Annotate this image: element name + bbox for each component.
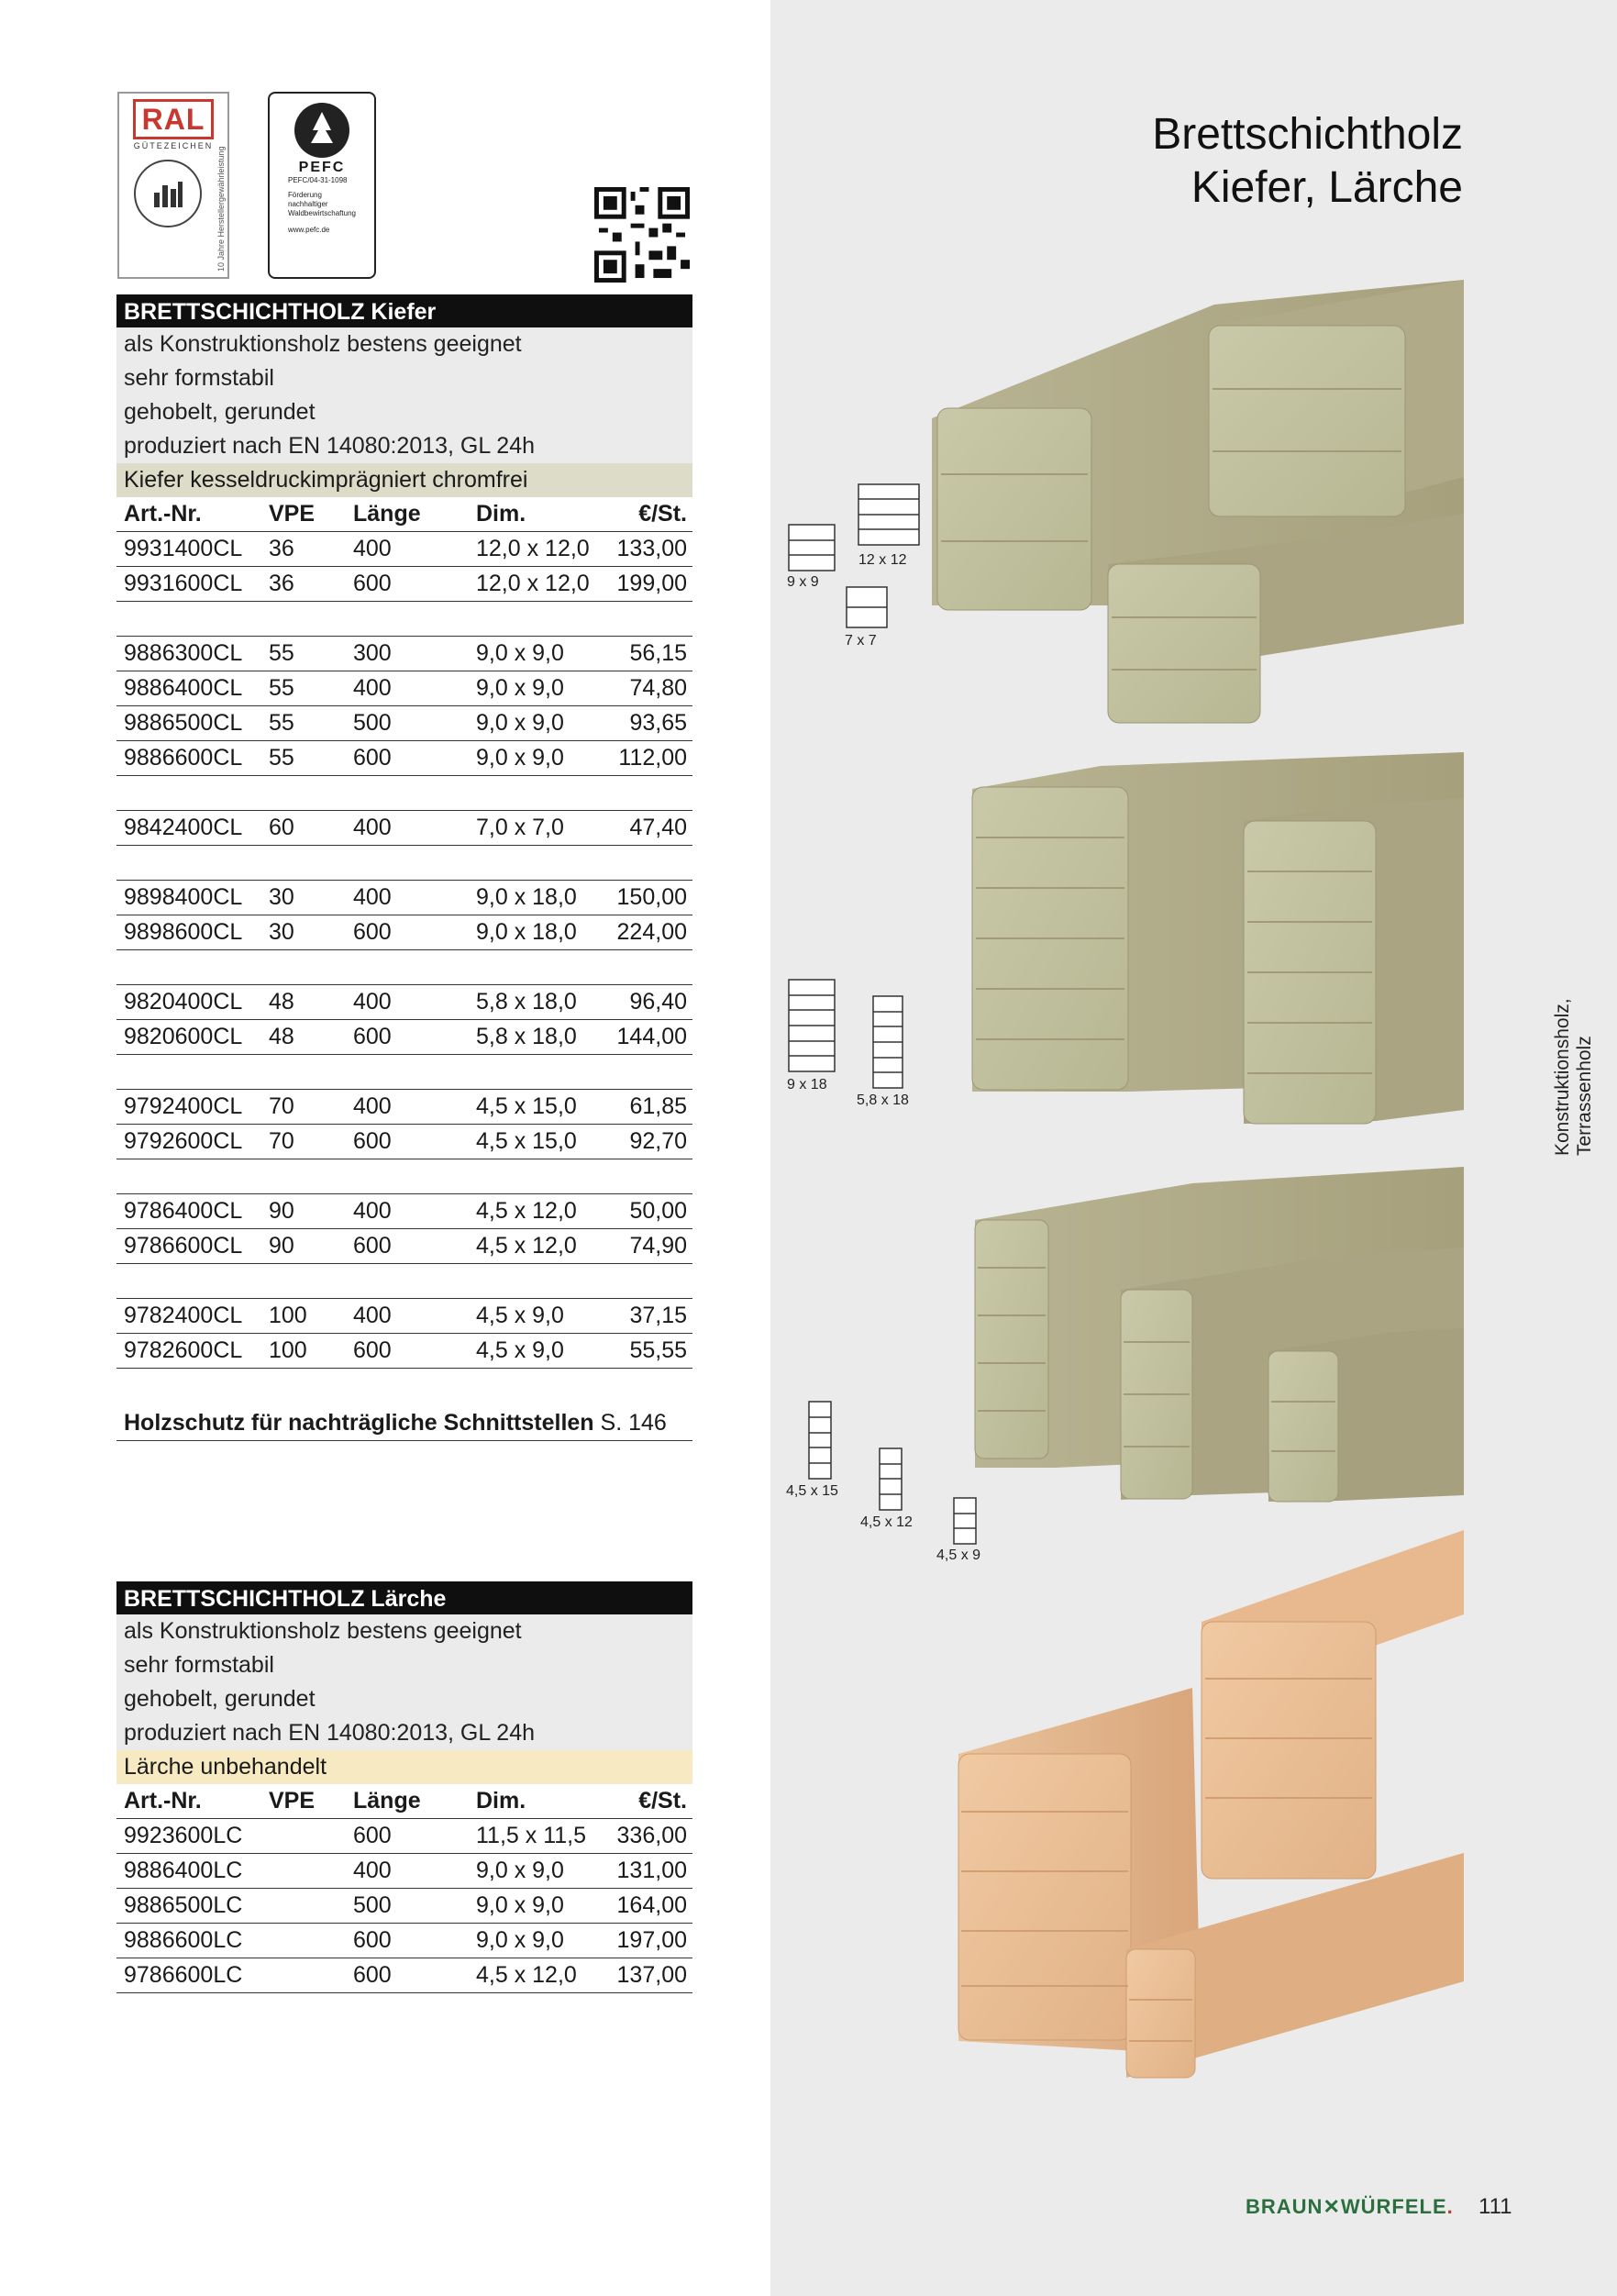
cell-art-nr: 9782400CL [124, 1303, 243, 1328]
pefc-url: www.pefc.de [288, 226, 330, 234]
section-side-label [1552, 954, 1596, 1156]
cell-dim: 9,0 x 18,0 [476, 919, 577, 945]
cell-laenge: 400 [353, 675, 392, 701]
cell-vpe: 36 [269, 536, 294, 561]
section-7x7-icon [847, 587, 887, 627]
cell-vpe: 70 [269, 1093, 294, 1119]
section-9x18-icon [789, 980, 835, 1071]
ral-side-text: 10 Jahre Herstellergewährleistung [216, 146, 226, 272]
section-45x12-icon [880, 1448, 902, 1510]
ral-name: RAL [133, 99, 214, 139]
brand-x-icon: ✕ [1323, 2195, 1341, 2218]
cell-price: 56,15 [629, 640, 687, 666]
cell-art-nr: 9842400CL [124, 815, 243, 840]
dim-label-45x12: 4,5 x 12 [860, 1514, 913, 1530]
cell-price: 144,00 [616, 1024, 687, 1049]
cell-art-nr: 9786600CL [124, 1233, 243, 1259]
beam-group-4-image [958, 1530, 1464, 2078]
col-vpe: VPE [269, 1788, 316, 1814]
cell-price: 150,00 [616, 884, 687, 910]
cell-vpe: 36 [269, 571, 294, 596]
dim-label-12x12: 12 x 12 [858, 552, 907, 568]
cell-dim: 4,5 x 15,0 [476, 1093, 577, 1119]
dim-label-45x9: 4,5 x 9 [936, 1547, 981, 1563]
cell-dim: 9,0 x 18,0 [476, 884, 577, 910]
cell-price: 164,00 [616, 1892, 687, 1918]
cell-vpe: 90 [269, 1233, 294, 1259]
kiefer-desc-2: sehr formstabil [116, 361, 692, 395]
dim-label-9x9: 9 x 9 [787, 574, 819, 590]
cell-laenge: 600 [353, 745, 392, 771]
cell-vpe: 30 [269, 919, 294, 945]
cell-laenge: 400 [353, 536, 392, 561]
pefc-text1: Förderung [288, 191, 322, 199]
cell-laenge: 600 [353, 1233, 392, 1259]
kiefer-desc-3: gehobelt, gerundet [116, 395, 692, 429]
cell-laenge: 600 [353, 1927, 392, 1953]
cell-vpe: 60 [269, 815, 294, 840]
kiefer-header: BRETTSCHICHTHOLZ Kiefer [116, 294, 692, 327]
laerche-desc-2: sehr formstabil [116, 1648, 692, 1682]
cell-art-nr: 9886400LC [124, 1858, 243, 1883]
col-price: €/St. [638, 501, 687, 527]
col-laenge: Länge [353, 1788, 421, 1814]
cell-dim: 12,0 x 12,0 [476, 536, 590, 561]
cell-art-nr: 9820600CL [124, 1024, 243, 1049]
cell-vpe: 48 [269, 1024, 294, 1049]
cell-art-nr: 9898600CL [124, 919, 243, 945]
cell-laenge: 600 [353, 1024, 392, 1049]
section-12x12-icon [858, 484, 919, 545]
cell-price: 61,85 [629, 1093, 687, 1119]
cell-laenge: 600 [353, 1962, 392, 1988]
cell-laenge: 400 [353, 884, 392, 910]
cell-price: 93,65 [629, 710, 687, 736]
title-line2: Kiefer, Lärche [1191, 163, 1463, 212]
cell-dim: 11,5 x 11,5 [476, 1823, 586, 1848]
cell-laenge: 400 [353, 1858, 392, 1883]
cell-dim: 4,5 x 9,0 [476, 1337, 564, 1363]
cell-art-nr: 9898400CL [124, 884, 243, 910]
cell-laenge: 400 [353, 815, 392, 840]
beam-group-3-image [975, 1167, 1464, 1502]
kiefer-desc-1: als Konstruktionsholz bestens geeignet [116, 327, 692, 361]
col-art: Art.-Nr. [124, 1788, 202, 1814]
dim-label-7x7: 7 x 7 [845, 633, 877, 649]
cell-art-nr: 9886300CL [124, 640, 243, 666]
cell-vpe: 70 [269, 1128, 294, 1154]
beam-group-1-image [932, 280, 1464, 723]
cell-art-nr: 9792400CL [124, 1093, 243, 1119]
cell-dim: 9,0 x 9,0 [476, 745, 564, 771]
brand-logo [1246, 2195, 1454, 2219]
cell-dim: 5,8 x 18,0 [476, 1024, 577, 1049]
cell-price: 133,00 [616, 536, 687, 561]
cell-laenge: 400 [353, 1093, 392, 1119]
cell-art-nr: 9886400CL [124, 675, 243, 701]
section-9x9-icon [789, 525, 835, 571]
cell-dim: 4,5 x 12,0 [476, 1962, 577, 1988]
beam-group-2-image [972, 752, 1464, 1124]
cell-dim: 4,5 x 12,0 [476, 1198, 577, 1224]
laerche-tag: Lärche unbehandelt [116, 1750, 692, 1784]
cell-art-nr: 9923600LC [124, 1823, 243, 1848]
cell-price: 74,90 [629, 1233, 687, 1259]
cell-price: 50,00 [629, 1198, 687, 1224]
cell-vpe: 55 [269, 710, 294, 736]
kiefer-desc-4: produziert nach EN 14080:2013, GL 24h [116, 429, 692, 463]
cell-dim: 9,0 x 9,0 [476, 675, 564, 701]
cell-art-nr: 9886600LC [124, 1927, 243, 1953]
cell-price: 224,00 [616, 919, 687, 945]
cell-laenge: 600 [353, 919, 392, 945]
cell-dim: 4,5 x 12,0 [476, 1233, 577, 1259]
cell-laenge: 300 [353, 640, 392, 666]
laerche-desc-4: produziert nach EN 14080:2013, GL 24h [116, 1716, 692, 1750]
laerche-desc-3: gehobelt, gerundet [116, 1682, 692, 1716]
cell-art-nr: 9782600CL [124, 1337, 243, 1363]
cell-dim: 4,5 x 9,0 [476, 1303, 564, 1328]
cell-laenge: 500 [353, 710, 392, 736]
cell-laenge: 500 [353, 1892, 392, 1918]
pefc-text3: Waldbewirtschaftung [288, 209, 356, 217]
cell-art-nr: 9886500CL [124, 710, 243, 736]
cell-price: 92,70 [629, 1128, 687, 1154]
cell-vpe: 100 [269, 1303, 307, 1328]
pefc-text2: nachhaltiger [288, 200, 328, 208]
cell-vpe: 90 [269, 1198, 294, 1224]
cell-dim: 9,0 x 9,0 [476, 1858, 564, 1883]
pefc-name: PEFC [298, 160, 346, 175]
col-price: €/St. [638, 1788, 687, 1814]
kiefer-tag: Kiefer kesseldruckimprägniert chromfrei [116, 463, 692, 497]
cell-art-nr: 9786400CL [124, 1198, 243, 1224]
cell-price: 37,15 [629, 1303, 687, 1328]
cell-dim: 7,0 x 7,0 [476, 815, 564, 840]
col-vpe: VPE [269, 501, 316, 527]
cell-price: 74,80 [629, 675, 687, 701]
col-art: Art.-Nr. [124, 501, 202, 527]
note-ref: S. 146 [600, 1410, 667, 1436]
cell-art-nr: 9886500LC [124, 1892, 243, 1918]
dim-label-9x18: 9 x 18 [787, 1077, 827, 1093]
cell-vpe: 55 [269, 640, 294, 666]
dim-label-58x18: 5,8 x 18 [857, 1093, 909, 1108]
cell-dim: 12,0 x 12,0 [476, 571, 590, 596]
cell-vpe: 30 [269, 884, 294, 910]
cell-dim: 5,8 x 18,0 [476, 989, 577, 1015]
section-45x9-icon [954, 1498, 976, 1544]
side-label-line1: Konstruktionsholz, [1552, 998, 1573, 1156]
cell-price: 55,55 [629, 1337, 687, 1363]
cell-vpe: 48 [269, 989, 294, 1015]
cell-art-nr: 9931600CL [124, 571, 243, 596]
col-dim: Dim. [476, 1788, 526, 1814]
col-dim: Dim. [476, 501, 526, 527]
pefc-code: PEFC/04-31-1098 [288, 176, 348, 184]
brand-part2: WÜRFELE [1340, 2195, 1447, 2218]
cell-price: 47,40 [629, 815, 687, 840]
cell-dim: 9,0 x 9,0 [476, 710, 564, 736]
cell-dim: 9,0 x 9,0 [476, 640, 564, 666]
cell-price: 96,40 [629, 989, 687, 1015]
cell-laenge: 400 [353, 1198, 392, 1224]
cell-laenge: 600 [353, 1337, 392, 1363]
brand-dot-icon: . [1446, 2195, 1454, 2218]
section-45x15-icon [809, 1402, 831, 1479]
title-line1: Brettschichtholz [1152, 110, 1463, 159]
cell-laenge: 600 [353, 571, 392, 596]
cell-price: 199,00 [616, 571, 687, 596]
cell-vpe: 55 [269, 675, 294, 701]
cell-laenge: 600 [353, 1823, 392, 1848]
cell-vpe: 100 [269, 1337, 307, 1363]
dim-label-45x15: 4,5 x 15 [786, 1483, 838, 1499]
cell-dim: 4,5 x 15,0 [476, 1128, 577, 1154]
cell-dim: 9,0 x 9,0 [476, 1892, 564, 1918]
cell-art-nr: 9820400CL [124, 989, 243, 1015]
col-laenge: Länge [353, 501, 421, 527]
cell-price: 137,00 [616, 1962, 687, 1988]
cell-price: 336,00 [616, 1823, 687, 1848]
cell-price: 197,00 [616, 1927, 687, 1953]
cell-art-nr: 9786600LC [124, 1962, 243, 1988]
cell-art-nr: 9931400CL [124, 536, 243, 561]
cell-art-nr: 9792600CL [124, 1128, 243, 1154]
note-bold: Holzschutz für nachträgliche Schnittstellen [124, 1410, 594, 1436]
side-label-line2: Terrassenholz [1574, 1036, 1595, 1156]
cell-price: 131,00 [616, 1858, 687, 1883]
cell-vpe: 55 [269, 745, 294, 771]
brand-part1: BRAUN [1246, 2195, 1324, 2218]
cell-art-nr: 9886600CL [124, 745, 243, 771]
laerche-desc-1: als Konstruktionsholz bestens geeignet [116, 1614, 692, 1648]
ral-sub: GÜTEZEICHEN [133, 141, 214, 150]
cell-dim: 9,0 x 9,0 [476, 1927, 564, 1953]
cell-laenge: 400 [353, 989, 392, 1015]
page-number: 111 [1479, 2194, 1512, 2219]
cell-price: 112,00 [618, 745, 687, 771]
cell-laenge: 400 [353, 1303, 392, 1328]
laerche-header: BRETTSCHICHTHOLZ Lärche [116, 1581, 692, 1614]
cell-laenge: 600 [353, 1128, 392, 1154]
section-58x18-icon [873, 996, 903, 1088]
